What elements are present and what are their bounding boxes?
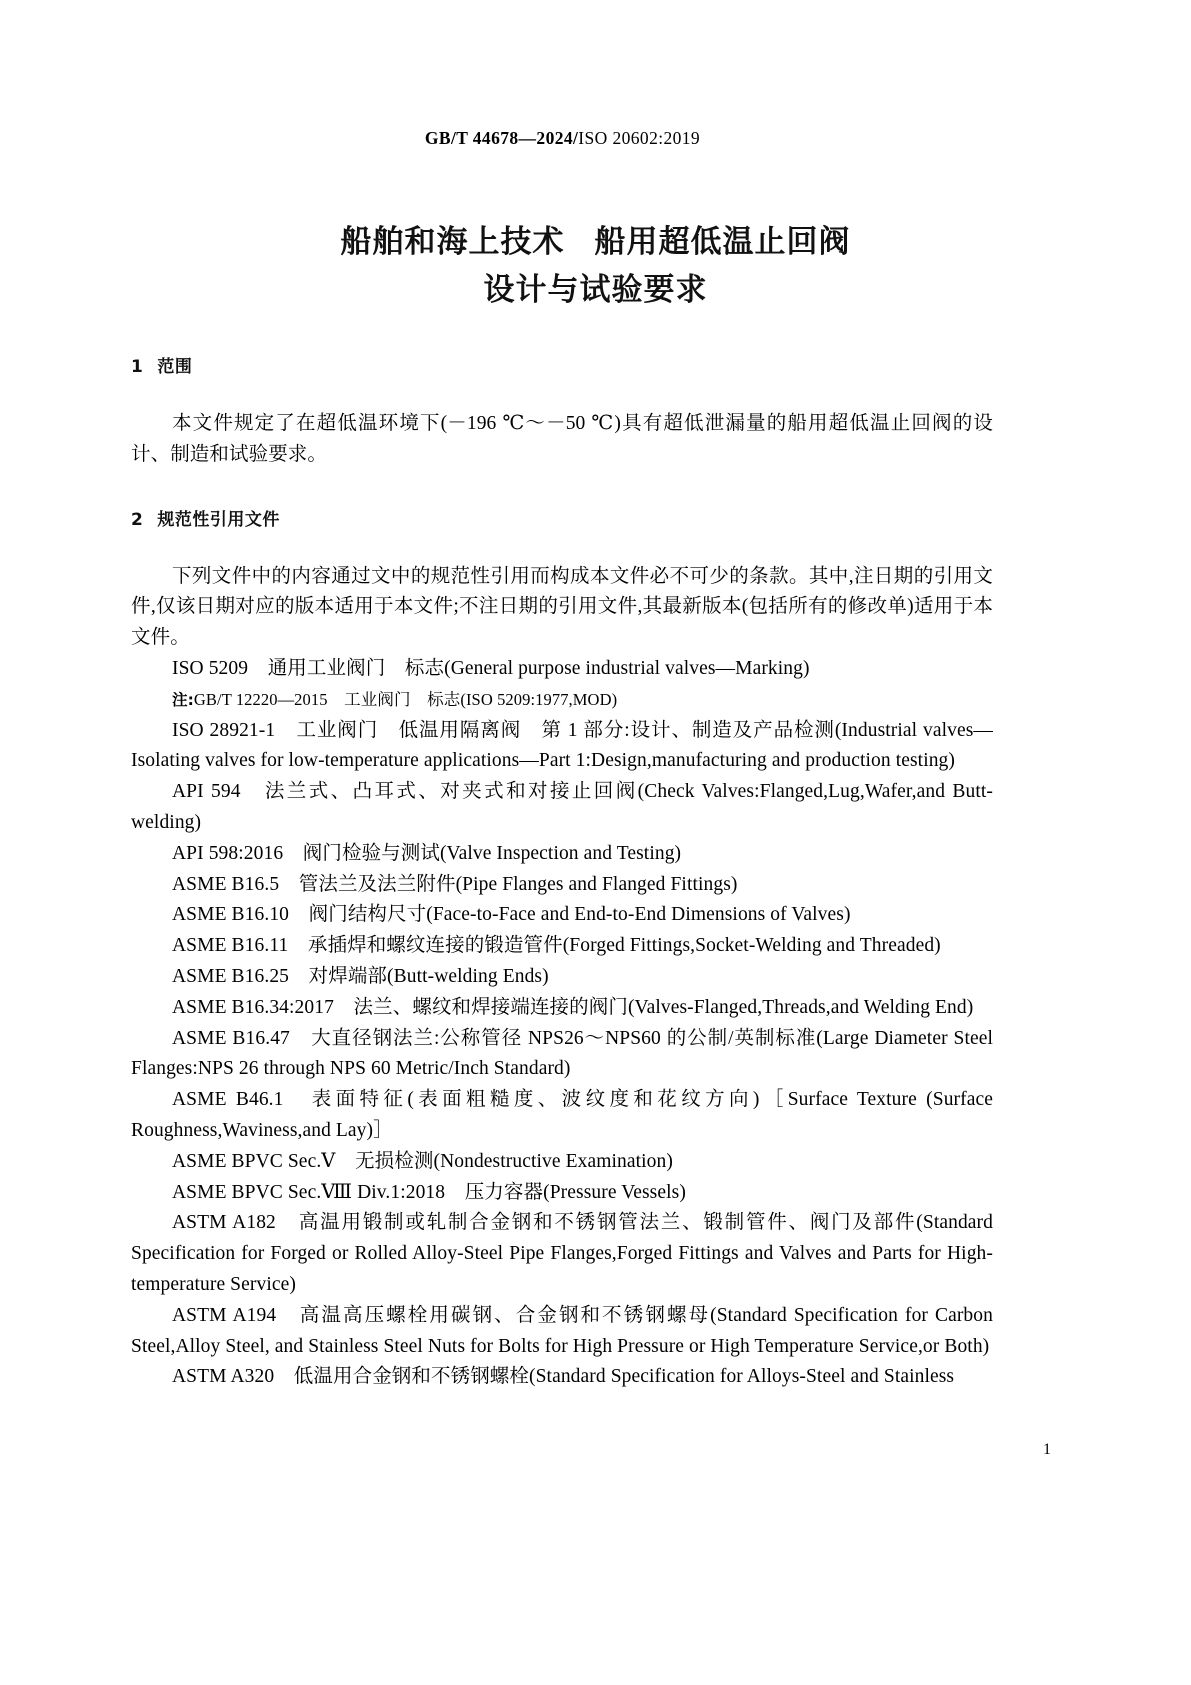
reference-item: ASME BPVC Sec.Ⅴ 无损检测(Nondestructive Examination): [172, 1150, 673, 1172]
section-heading-1: [131, 352, 993, 377]
note-label: 注:: [172, 690, 194, 709]
reference-item: ASME B46.1 表面特征(表面粗糙度、波纹度和花纹方向)［Surface Texture (Surface Roughness,Waviness,and Lay)］: [131, 1089, 993, 1141]
reference-item: API 598:2016 阀门检验与测试(Valve Inspection and Testing): [172, 842, 682, 864]
title-object: 船用超低温止回阀: [594, 224, 851, 260]
page-content: [131, 352, 993, 1393]
header-standard-iso: ISO 20602:2019: [578, 128, 701, 148]
section-1-paragraph: 本文件规定了在超低温环境下(－196 ℃～－50 ℃)具有超低泄漏量的船用超低温止回阀的设计、制造和试验要求。: [131, 413, 993, 465]
reference-item: ASME B16.47 大直径钢法兰:公称管径 NPS26～NPS60 的公制/英制标准(Large Diameter Steel Flanges:NPS 26 through NPS 60 Metric/Inch Standard): [131, 1027, 993, 1080]
reference-item: ASME BPVC Sec.Ⅷ Div.1:2018 压力容器(Pressure Vessels): [172, 1181, 686, 1203]
reference-item: ASME B16.34:2017 法兰、螺纹和焊接端连接的阀门(Valves-Flanged,Threads,and Welding End): [172, 996, 974, 1018]
document-title: [0, 218, 1191, 314]
section-heading-2: [131, 505, 993, 530]
reference-item: ASME B16.25 对焊端部(Butt-welding Ends): [172, 965, 549, 987]
running-header: [0, 128, 1191, 149]
reference-item: ASTM A320 低温用合金钢和不锈钢螺栓(Standard Specification for Alloys-Steel and Stainless: [172, 1366, 955, 1388]
reference-item: ASTM A182 高温用锻制或轧制合金钢和不锈钢管法兰、锻制管件、阀门及部件(Standard Specification for Forged or Rolled Alloy-Steel Pipe Flanges,Forged Fittings and Valves and Parts for High-temperature Service): [131, 1212, 993, 1295]
reference-item: ASME B16.10 阀门结构尺寸(Face-to-Face and End-to-End Dimensions of Valves): [172, 904, 851, 926]
header-standard-cn: GB/T 44678—2024/: [424, 128, 579, 148]
reference-note: [131, 685, 993, 716]
reference-item: ASTM A194 高温高压螺栓用碳钢、合金钢和不锈钢螺母(Standard Specification for Carbon Steel,Alloy Steel, and Stainless Steel Nuts for Bolts for High Pressure or High Temperature Service,or Both): [131, 1304, 993, 1357]
page-number: 1: [1043, 1441, 1051, 1458]
section-number-1: 1: [131, 357, 144, 377]
reference-item: ASME B16.11 承插焊和螺纹连接的锻造管件(Forged Fittings,Socket-Welding and Threaded): [172, 935, 941, 957]
spacer: [131, 377, 993, 409]
reference-item: ASME B16.5 管法兰及法兰附件(Pipe Flanges and Flanged Fittings): [172, 873, 738, 895]
title-line-2: 设计与试验要求: [483, 272, 708, 308]
spacer: [131, 471, 993, 505]
section-number-2: 2: [131, 509, 144, 530]
section-title-2: 规范性引用文件: [157, 509, 280, 530]
reference-item: ISO 5209 通用工业阀门 标志(General purpose industrial valves—Marking): [172, 657, 810, 679]
reference-item: API 594 法兰式、凸耳式、对夹式和对接止回阀(Check Valves:Flanged,Lug,Wafer,and Butt-welding): [131, 781, 993, 833]
reference-item: ISO 28921-1 工业阀门 低温用隔离阀 第 1 部分:设计、制造及产品检测(Industrial valves—Isolating valves for low-temperature applications—Part 1:Design,manufacturing and production testing): [131, 719, 993, 772]
section-title-1: 范围: [157, 357, 193, 377]
spacer: [131, 530, 993, 562]
title-subject: 船舶和海上技术: [340, 224, 565, 260]
note-text: GB/T 12220—2015 工业阀门 标志(ISO 5209:1977,MOD): [193, 689, 618, 709]
title-line-1: [0, 218, 1191, 266]
section-2-paragraph: 下列文件中的内容通过文中的规范性引用而构成本文件必不可少的条款。其中,注日期的引用文件,仅该日期对应的版本适用于本文件;不注日期的引用文件,其最新版本(包括所有的修改单)适用于本文件。: [131, 565, 993, 649]
